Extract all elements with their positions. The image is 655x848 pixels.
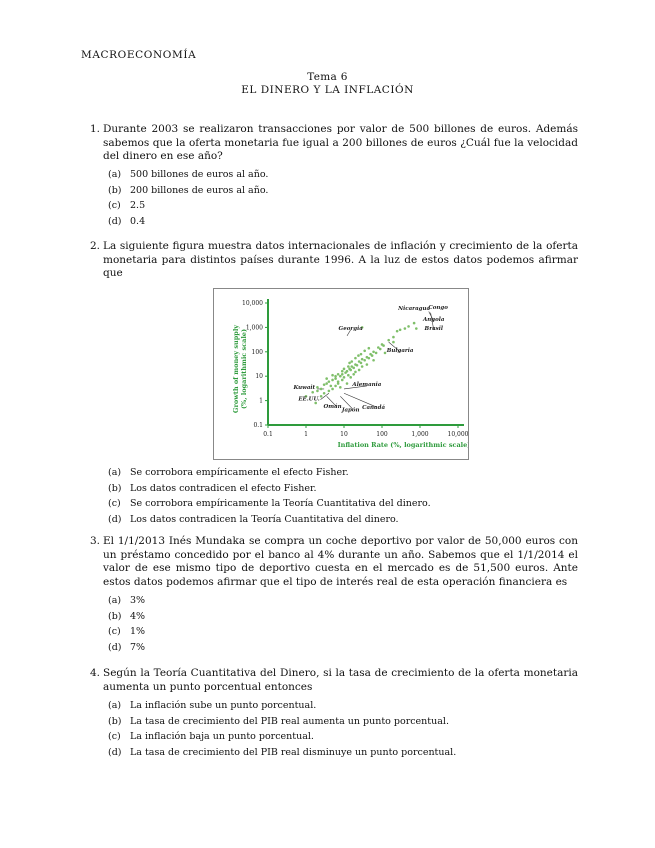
data-point <box>358 369 361 372</box>
option-a: (a) La inflación sube un punto porcentual. <box>108 700 317 711</box>
data-point <box>352 367 355 370</box>
page-title <box>0 71 655 97</box>
data-point <box>366 363 369 366</box>
data-point <box>316 390 319 393</box>
country-label: Bulgaria <box>386 347 414 354</box>
question-4-options <box>108 698 456 760</box>
data-point <box>316 386 319 389</box>
data-point <box>346 382 349 385</box>
data-point <box>356 364 359 367</box>
course-header: MACROECONOMÍA <box>81 49 197 61</box>
y-tick-label: 10 <box>255 373 263 381</box>
question-3-options <box>108 593 145 655</box>
question-1 <box>90 123 578 164</box>
data-point <box>399 328 402 331</box>
data-point <box>349 369 352 372</box>
data-point <box>354 357 357 360</box>
country-label: Nicaragua <box>398 305 431 312</box>
question-2 <box>90 240 578 281</box>
data-point <box>347 365 350 368</box>
question-3 <box>90 535 578 589</box>
x-tick-label: 0.1 <box>263 431 273 438</box>
question-text: Durante 2003 se realizaron transacciones por valor de 500 billones de euros. Además sabemos que la oferta monetaria fue igual a 200 billones de euros ¿Cuál fue la velocidad del dinero en ese año? <box>103 123 578 163</box>
x-tick-label: 100 <box>376 431 388 438</box>
question-4 <box>90 667 578 694</box>
data-point <box>341 379 344 382</box>
country-label: Congo <box>428 304 448 311</box>
y-tick-label: 1,000 <box>245 324 263 332</box>
data-point <box>348 362 351 365</box>
data-point <box>349 376 352 379</box>
data-point <box>347 374 350 377</box>
data-point <box>415 327 418 330</box>
option-d: (d) 7% <box>108 641 146 653</box>
data-point <box>352 373 355 376</box>
data-point <box>325 382 328 385</box>
data-point <box>350 360 353 363</box>
data-point <box>363 349 366 352</box>
option-c: (c) La inflación baja un punto porcentual. <box>108 731 314 743</box>
scatter-plot <box>214 289 468 459</box>
data-point <box>320 388 323 391</box>
data-point <box>392 336 395 339</box>
option-a: (a) 3% <box>108 595 146 606</box>
option-b: (b) La tasa de crecimiento del PIB real aumenta un punto porcentual. <box>108 715 449 727</box>
data-point <box>354 371 357 374</box>
data-point <box>372 359 375 362</box>
data-point <box>337 382 340 385</box>
data-point <box>343 368 346 371</box>
data-point <box>323 383 326 386</box>
inflation-money-growth-chart <box>213 288 469 460</box>
data-point <box>320 395 323 398</box>
data-point <box>346 370 349 373</box>
data-point <box>334 375 337 378</box>
option-a: (a) Se corrobora empíricamente el efecto Fisher. <box>108 467 349 478</box>
data-point <box>325 377 328 380</box>
question-text: Según la Teoría Cuantitativa del Dinero, si la tasa de crecimiento de la oferta monetaria aumenta un punto porcentual entonces <box>103 667 578 693</box>
title-line-2: EL DINERO Y LA INFLACIÓN <box>241 84 414 96</box>
option-d: (d) La tasa de crecimiento del PIB real disminuye un punto porcentual. <box>108 746 457 758</box>
y-tick-label: 1 <box>259 397 263 405</box>
data-point <box>331 388 334 391</box>
y-axis-label: Growth of money supply(%, logarithmic scale) <box>232 324 248 414</box>
data-point <box>404 327 407 330</box>
country-label: Japón <box>341 407 360 414</box>
country-label: Alemania <box>352 381 382 388</box>
data-point <box>334 385 337 388</box>
data-point <box>341 370 344 373</box>
country-label: Omán <box>323 403 342 410</box>
data-point <box>361 365 364 368</box>
data-point <box>334 377 337 380</box>
data-point <box>339 386 342 389</box>
x-tick-label: 10 <box>340 431 348 438</box>
data-point <box>360 362 363 365</box>
option-a: (a) 500 billones de euros al año. <box>108 169 269 180</box>
option-d: (d) 0.4 <box>108 215 146 227</box>
country-label: Angola <box>423 317 445 324</box>
data-point <box>323 392 326 395</box>
data-point <box>339 375 342 378</box>
data-point <box>372 351 375 354</box>
data-point <box>328 380 331 383</box>
question-1-options <box>108 167 268 229</box>
question-2-options <box>108 465 431 527</box>
question-number: 3. <box>90 535 101 547</box>
x-tick-label: 1 <box>304 431 308 438</box>
option-b: (b) 4% <box>108 610 146 622</box>
data-point <box>375 352 378 355</box>
data-point <box>331 374 334 377</box>
x-tick-label: 10,000 <box>447 431 468 438</box>
title-line-1: Tema 6 <box>307 71 348 83</box>
x-tick-label: 1,000 <box>411 431 429 438</box>
data-point <box>368 347 371 350</box>
data-point <box>379 348 382 351</box>
data-point <box>396 330 399 333</box>
data-point <box>343 376 346 379</box>
data-point <box>387 339 390 342</box>
country-label: Kuwait <box>293 384 316 391</box>
country-label: Brasil <box>424 325 443 332</box>
x-axis-label: Inflation Rate (%, logarithmic scale) <box>337 441 468 449</box>
option-c: (c) 1% <box>108 626 146 638</box>
y-tick-label: 0.1 <box>253 422 263 429</box>
question-number: 4. <box>90 667 101 679</box>
option-b: (b) Los datos contradicen el efecto Fisher. <box>108 482 317 494</box>
data-point <box>371 354 374 357</box>
data-point <box>330 385 333 388</box>
option-d: (d) Los datos contradicen la Teoría Cuantitativa del dinero. <box>108 513 399 525</box>
question-text: La siguiente figura muestra datos internacionales de inflación y crecimiento de la oferta monetaria para distintos países durante 1996. A la luz de estos datos podemos afirmar que <box>103 240 578 280</box>
country-label: Canadá <box>362 405 386 412</box>
data-point <box>368 357 371 360</box>
data-point <box>341 373 344 376</box>
y-tick-label: 10,000 <box>242 300 263 307</box>
country-label: Georgia <box>338 325 363 332</box>
data-point <box>331 379 334 382</box>
country-label: EE.UU. <box>298 396 320 403</box>
data-point <box>357 354 360 357</box>
option-c: (c) 2.5 <box>108 200 146 212</box>
data-point <box>392 341 395 344</box>
data-point <box>407 325 410 328</box>
data-point <box>337 373 340 376</box>
data-point <box>382 344 385 347</box>
data-point <box>328 390 331 393</box>
question-text: El 1/1/2013 Inés Mundaka se compra un coche deportivo por valor de 50,000 euros con un préstamo concedido por el banco al 4% durante un año. Sabemos que el 1/1/2014 el valor de ese mismo tipo de deportivo cuesta en el mercado es de 51,500 euros. Ante estos datos podemos afirmar que el tipo de interés real de esta operación financiera es <box>103 535 578 588</box>
data-point <box>361 358 364 361</box>
question-number: 1. <box>90 123 101 135</box>
data-point <box>311 391 314 394</box>
data-point <box>413 322 416 325</box>
data-point <box>360 353 363 356</box>
option-b: (b) 200 billones de euros al año. <box>108 184 269 196</box>
option-c: (c) Se corrobora empíricamente la Teoría Cuantitativa del dinero. <box>108 498 431 510</box>
question-number: 2. <box>90 240 101 252</box>
data-point <box>363 359 366 362</box>
y-tick-label: 100 <box>251 348 263 356</box>
